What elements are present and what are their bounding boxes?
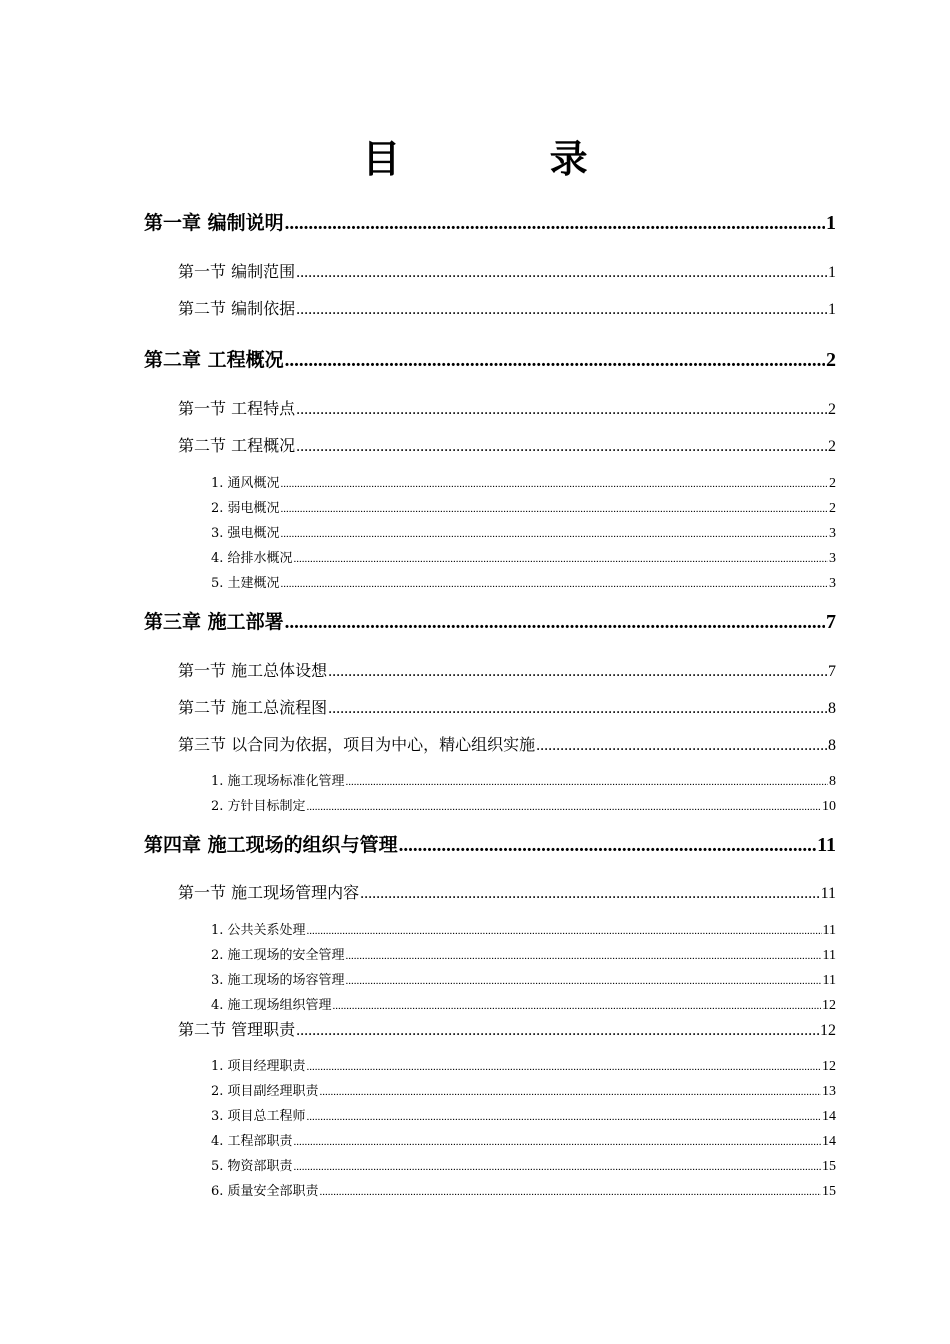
toc-page-number: 2 xyxy=(829,501,836,516)
toc-chapter-entry[interactable] xyxy=(144,830,836,857)
toc-chapter-entry[interactable] xyxy=(144,345,836,372)
toc-page-number: 2 xyxy=(826,349,836,371)
toc-chapter-entry[interactable] xyxy=(144,607,836,634)
toc-entry-label: 5. 物资部职责 xyxy=(211,1159,293,1174)
toc-subsection-entry[interactable] xyxy=(211,572,836,592)
toc-page-number: 11 xyxy=(822,973,836,988)
toc-page-number: 1 xyxy=(828,264,836,281)
toc-dot-leader xyxy=(296,301,827,319)
toc-dot-leader xyxy=(285,213,825,235)
toc-page-number: 11 xyxy=(820,885,836,902)
toc-dot-leader xyxy=(320,1186,821,1198)
toc-entry-label: 第四章 施工现场的组织与管理 xyxy=(144,834,398,856)
toc-entry-label: 第二节 编制依据 xyxy=(178,299,296,318)
toc-subsection-entry[interactable] xyxy=(211,1155,836,1175)
toc-subsection-entry[interactable] xyxy=(211,1055,836,1075)
toc-page-number: 3 xyxy=(829,576,836,591)
toc-dot-leader xyxy=(328,663,827,681)
toc-dot-leader xyxy=(296,401,827,419)
toc-subsection-entry[interactable] xyxy=(211,522,836,542)
toc-subsection-entry[interactable] xyxy=(211,770,836,790)
toc-page-number: 14 xyxy=(822,1134,836,1149)
toc-page-number: 3 xyxy=(829,526,836,541)
toc-page-number: 1 xyxy=(826,212,836,234)
toc-entry-label: 第二节 施工总流程图 xyxy=(178,698,328,717)
toc-dot-leader xyxy=(296,264,827,282)
toc-dot-leader xyxy=(281,528,828,540)
toc-entry-label: 4. 给排水概况 xyxy=(211,551,293,566)
toc-page-number: 8 xyxy=(829,774,836,789)
toc-entry-label: 1. 通风概况 xyxy=(211,476,280,491)
toc-dot-leader xyxy=(307,925,822,937)
toc-entry-label: 4. 施工现场组织管理 xyxy=(211,998,332,1013)
toc-section-entry[interactable] xyxy=(178,732,836,755)
toc-entry-label: 2. 方针目标制定 xyxy=(211,799,306,814)
toc-entry-label: 1. 公共关系处理 xyxy=(211,923,306,938)
toc-page-number: 2 xyxy=(828,438,836,455)
toc-entry-label: 2. 项目副经理职责 xyxy=(211,1084,319,1099)
toc-section-entry[interactable] xyxy=(178,396,836,419)
toc-dot-leader xyxy=(281,478,828,490)
toc-section-entry[interactable] xyxy=(178,296,836,319)
page-title: 目 录 xyxy=(362,137,656,181)
toc-dot-leader xyxy=(399,835,816,857)
toc-dot-leader xyxy=(281,578,828,590)
toc-entry-label: 3. 项目总工程师 xyxy=(211,1109,306,1124)
toc-page-number: 7 xyxy=(826,611,836,633)
toc-entry-label: 1. 施工现场标准化管理 xyxy=(211,774,345,789)
toc-subsection-entry[interactable] xyxy=(211,944,836,964)
toc-subsection-entry[interactable] xyxy=(211,547,836,567)
toc-page-number: 15 xyxy=(822,1184,836,1199)
toc-subsection-entry[interactable] xyxy=(211,497,836,517)
toc-dot-leader xyxy=(294,1161,821,1173)
toc-subsection-entry[interactable] xyxy=(211,919,836,939)
toc-page-number: 11 xyxy=(822,948,836,963)
toc-chapter-entry[interactable] xyxy=(144,208,836,235)
toc-section-entry[interactable] xyxy=(178,1017,836,1040)
toc-entry-label: 4. 工程部职责 xyxy=(211,1134,293,1149)
toc-page-number: 13 xyxy=(822,1084,836,1099)
toc-page-number: 8 xyxy=(828,700,836,717)
toc-section-entry[interactable] xyxy=(178,658,836,681)
toc-entry-label: 2. 施工现场的安全管理 xyxy=(211,948,345,963)
toc-section-entry[interactable] xyxy=(178,695,836,718)
toc-page-number: 11 xyxy=(817,834,836,856)
toc-entry-label: 第一节 编制范围 xyxy=(178,262,296,281)
toc-entry-label: 5. 土建概况 xyxy=(211,576,280,591)
toc-dot-leader xyxy=(296,438,827,456)
toc-subsection-entry[interactable] xyxy=(211,994,836,1014)
toc-subsection-entry[interactable] xyxy=(211,1180,836,1200)
toc-dot-leader xyxy=(307,1111,821,1123)
toc-dot-leader xyxy=(536,737,827,755)
toc-dot-leader xyxy=(307,801,821,813)
toc-dot-leader xyxy=(285,350,825,372)
toc-page-number: 15 xyxy=(822,1159,836,1174)
toc-page-number: 12 xyxy=(822,998,836,1013)
toc-dot-leader xyxy=(346,776,828,788)
toc-entry-label: 第二节 管理职责 xyxy=(178,1020,296,1039)
toc-dot-leader xyxy=(346,950,822,962)
toc-dot-leader xyxy=(281,503,828,515)
toc-subsection-entry[interactable] xyxy=(211,472,836,492)
toc-page-number: 2 xyxy=(829,476,836,491)
toc-section-entry[interactable] xyxy=(178,880,836,903)
toc-entry-label: 第二节 工程概况 xyxy=(178,436,296,455)
toc-dot-leader xyxy=(294,553,828,565)
toc-entry-label: 第一节 工程特点 xyxy=(178,399,296,418)
toc-subsection-entry[interactable] xyxy=(211,795,836,815)
toc-page-number: 2 xyxy=(828,401,836,418)
toc-entry-label: 3. 强电概况 xyxy=(211,526,280,541)
toc-dot-leader xyxy=(328,700,827,718)
toc-dot-leader xyxy=(346,975,822,987)
toc-dot-leader xyxy=(333,1000,821,1012)
toc-entry-label: 1. 项目经理职责 xyxy=(211,1059,306,1074)
toc-dot-leader xyxy=(320,1086,821,1098)
toc-section-entry[interactable] xyxy=(178,433,836,456)
toc-dot-leader xyxy=(296,1022,819,1040)
toc-page-number: 12 xyxy=(822,1059,836,1074)
toc-dot-leader xyxy=(360,885,820,903)
toc-dot-leader xyxy=(285,612,825,634)
toc-subsection-entry[interactable] xyxy=(211,1080,836,1100)
toc-page-number: 10 xyxy=(822,799,836,814)
toc-section-entry[interactable] xyxy=(178,259,836,282)
toc-entry-label: 第三节 以合同为依据，项目为中心，精心组织实施 xyxy=(178,735,536,754)
toc-entry-label: 第二章 工程概况 xyxy=(144,349,284,371)
toc-entry-label: 第三章 施工部署 xyxy=(144,611,284,633)
toc-entry-label: 3. 施工现场的场容管理 xyxy=(211,973,345,988)
toc-page-number: 12 xyxy=(820,1022,836,1039)
toc-page-number: 14 xyxy=(822,1109,836,1124)
toc-entry-label: 第一章 编制说明 xyxy=(144,212,284,234)
toc-dot-leader xyxy=(307,1061,821,1073)
toc-page-number: 7 xyxy=(828,663,836,680)
toc-page-number: 3 xyxy=(829,551,836,566)
toc-subsection-entry[interactable] xyxy=(211,1105,836,1125)
toc-page-number: 1 xyxy=(828,301,836,318)
toc-entry-label: 6. 质量安全部职责 xyxy=(211,1184,319,1199)
toc-page-number: 11 xyxy=(822,923,836,938)
toc-entry-label: 第一节 施工总体设想 xyxy=(178,661,328,680)
toc-page-number: 8 xyxy=(828,737,836,754)
toc-dot-leader xyxy=(294,1136,821,1148)
toc-entry-label: 第一节 施工现场管理内容 xyxy=(178,883,360,902)
toc-subsection-entry[interactable] xyxy=(211,969,836,989)
toc-entry-label: 2. 弱电概况 xyxy=(211,501,280,516)
toc-subsection-entry[interactable] xyxy=(211,1130,836,1150)
